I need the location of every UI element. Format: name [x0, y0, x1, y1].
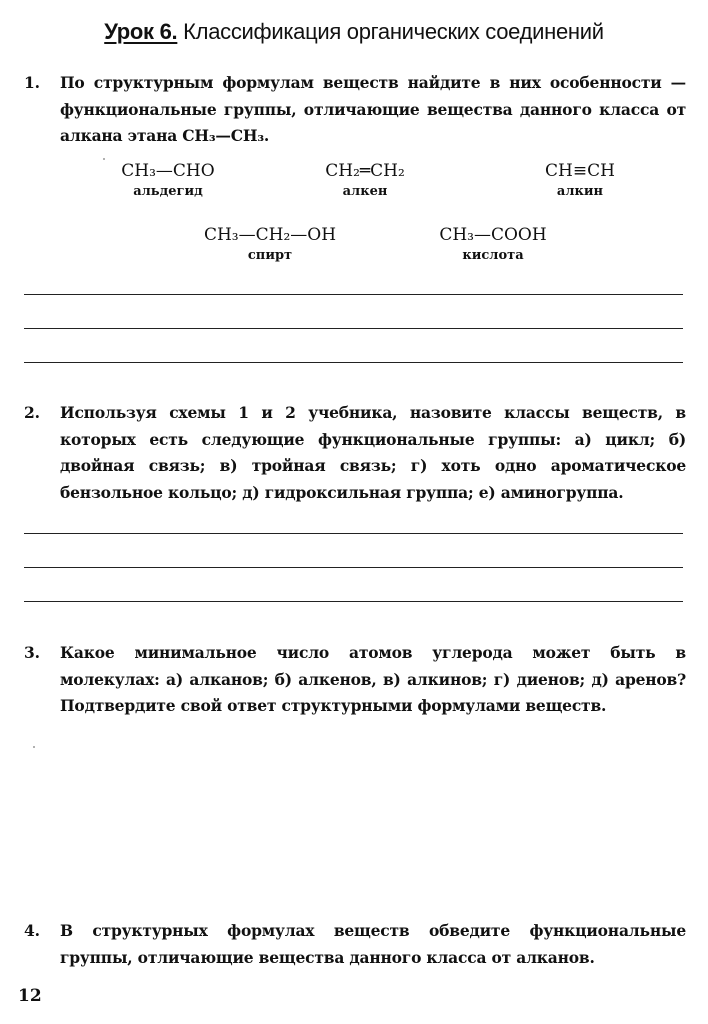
lesson-number: Урок 6.	[104, 19, 178, 44]
scan-speck	[103, 158, 105, 160]
task-number: 1.	[24, 73, 40, 92]
page-number: 12	[18, 986, 42, 1006]
page-title	[0, 18, 708, 46]
task-text	[60, 918, 686, 971]
formula-text: CH₃—CH₂—OH	[203, 225, 337, 245]
formula-alkene	[305, 160, 425, 200]
answer-line[interactable]	[24, 533, 683, 534]
answer-line[interactable]	[24, 328, 683, 329]
task-number: 2.	[24, 403, 40, 422]
task-2-text: Используя схемы 1 и 2 учебника, назовите классы веществ, в которых есть следующие функциональные группы: а) цикл; б) двойная связь; в) тройная связь; г) хоть одно ароматическое бензольное кольцо; д) гидроксильная группа; е) аминогруппа.	[60, 403, 686, 502]
task-4	[24, 918, 686, 971]
formula-text: CH₂═CH₂	[325, 161, 405, 181]
task-text	[60, 640, 686, 720]
lesson-title: Классификация органических соединений	[183, 19, 604, 44]
formula-label: алкен	[342, 184, 388, 199]
scan-speck	[33, 746, 35, 748]
answer-line[interactable]	[24, 362, 683, 363]
formula-label: кислота	[462, 248, 524, 263]
task-text	[60, 70, 686, 150]
task-3-text: Какое минимальное число атомов углерода может быть в молекулах: а) алканов; б) алкенов, в) алкинов; г) диенов; д) аренов? Подтвердите свой ответ структурными формулами веществ.	[60, 643, 686, 715]
formula-label: спирт	[247, 248, 293, 263]
task-1	[24, 70, 686, 150]
formula-label: алкин	[556, 184, 604, 199]
task-2	[24, 400, 686, 506]
formula-text: CH≡CH	[545, 161, 615, 181]
answer-line[interactable]	[24, 294, 683, 295]
task-1-text: По структурным формулам веществ найдите в них особенности — функциональные группы, отличающие вещества данного класса от алкана этана CH₃—CH₃.	[60, 73, 686, 145]
task-3	[24, 640, 686, 720]
answer-line[interactable]	[24, 567, 683, 568]
formula-text: CH₃—CHO	[121, 161, 215, 181]
task-number: 3.	[24, 643, 40, 662]
formula-alkyne	[520, 160, 640, 200]
formula-alcohol	[190, 224, 350, 264]
task-number: 4.	[24, 921, 40, 940]
task-4-text: В структурных формулах веществ обведите функциональные группы, отличающие вещества данного класса от алканов.	[60, 921, 686, 967]
answer-line[interactable]	[24, 601, 683, 602]
formula-aldehyde	[108, 160, 228, 200]
task-text	[60, 400, 686, 506]
formula-text: CH₃—COOH	[439, 225, 547, 245]
formula-label: альдегид	[133, 184, 203, 199]
formula-acid	[418, 224, 568, 264]
